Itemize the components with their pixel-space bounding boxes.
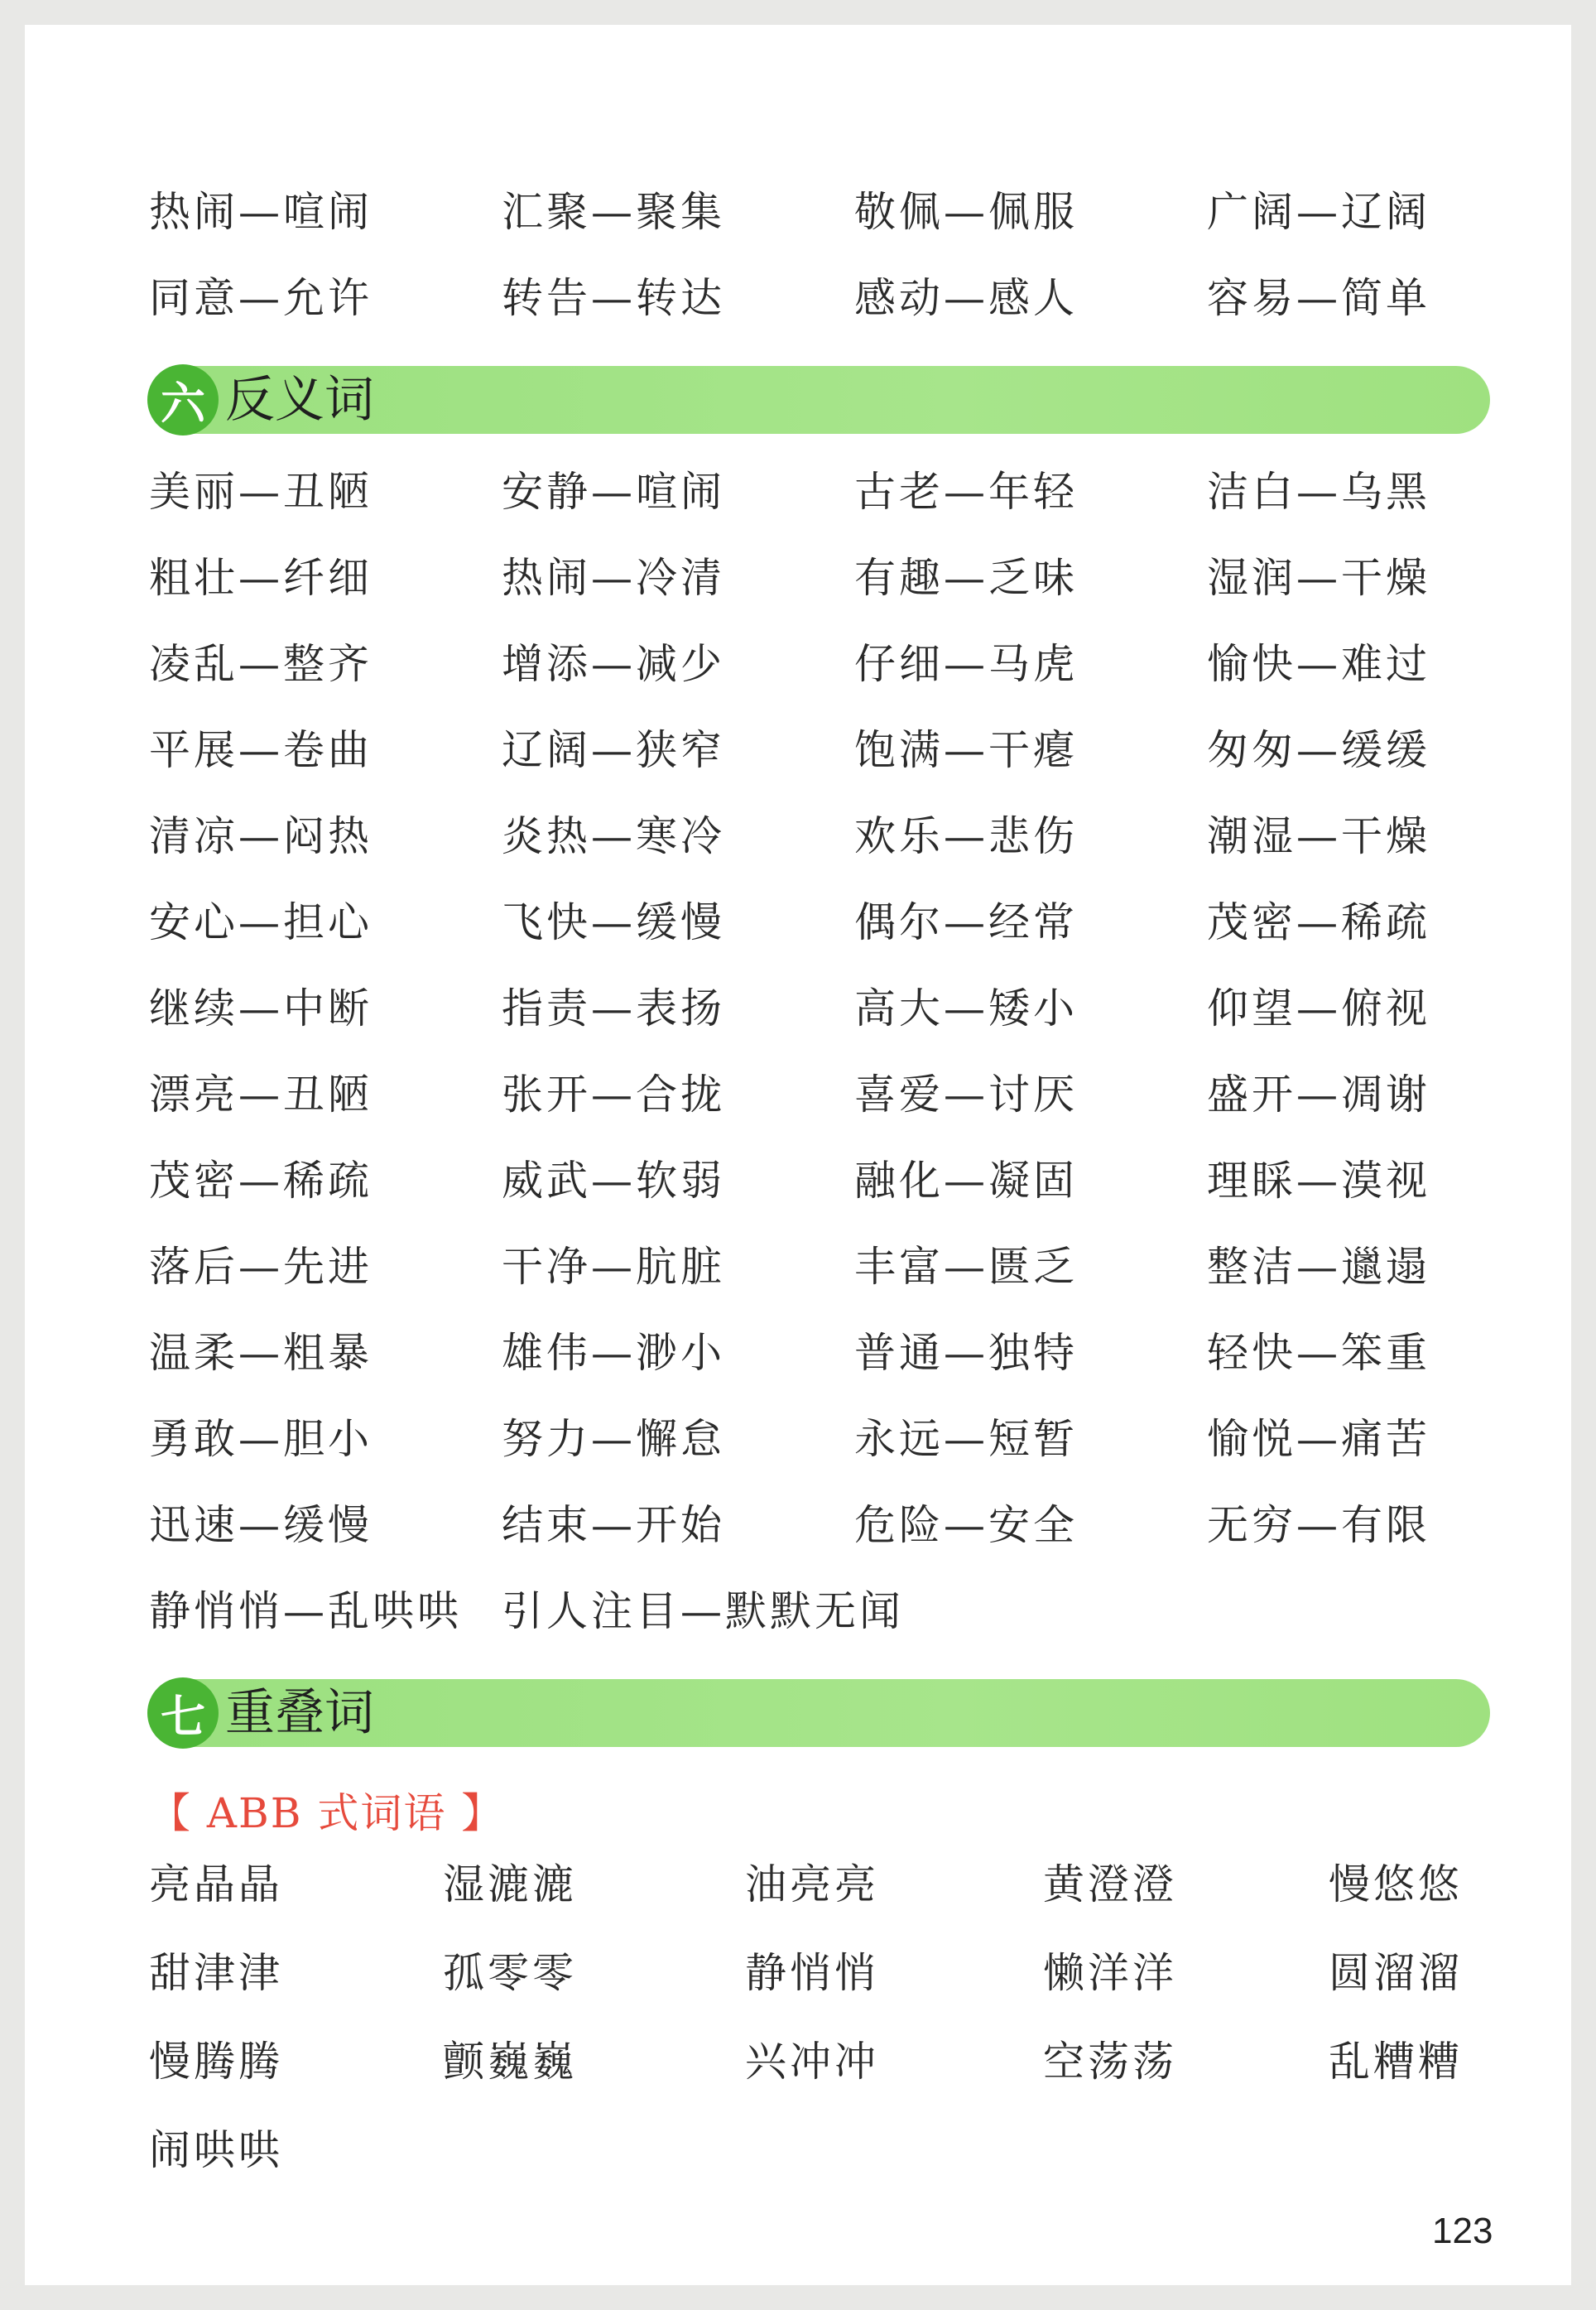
word-pair: 愉悦—痛苦 [1207,1415,1430,1463]
abb-word: 慢悠悠 [1329,1860,1463,1908]
word-pair: 理睬—漠视 [1207,1157,1430,1205]
word-row [149,1220,1556,1307]
word-pair: 高大—矮小 [854,984,1078,1032]
abb-word: 空荡荡 [1043,2037,1177,2086]
word-pair: 增添—减少 [502,640,725,688]
abb-word: 乱糟糟 [1329,2037,1463,2086]
word-pair: 盛开—凋谢 [1207,1071,1430,1119]
word-pair: 勇敢—胆小 [149,1415,373,1463]
word-row [149,1134,1556,1220]
word-pair: 丰富—匮乏 [854,1243,1078,1291]
word-pair: 平展—卷曲 [149,726,373,774]
word-pair: 热闹—喧闹 [149,188,373,236]
word-pair: 指责—表扬 [502,984,725,1032]
word-pair: 迅速—缓慢 [149,1501,373,1549]
word-pair: 汇聚—聚集 [502,188,725,236]
word-pair: 安心—担心 [149,898,373,946]
word-pair: 清凉—闷热 [149,812,373,860]
word-pair: 古老—年轻 [854,468,1078,516]
word-pair: 雄伟—渺小 [502,1329,725,1377]
word-pair: 漂亮—丑陋 [149,1071,373,1119]
word-pair: 无穷—有限 [1207,1501,1430,1549]
word-row [149,1925,1515,2014]
section-title: 重叠词 [225,1684,374,1742]
antonym-word-grid [149,445,1556,1651]
word-pair: 干净—肮脏 [502,1243,725,1291]
word-pair: 广阔—辽阔 [1207,188,1430,236]
abb-word: 闹哄哄 [149,2125,283,2174]
word-pair: 洁白—乌黑 [1207,468,1430,516]
word-pair: 张开—合拢 [502,1071,725,1119]
section-banner-antonyms [149,366,1490,434]
word-pair: 危险—安全 [854,1501,1078,1549]
word-row [149,790,1556,876]
abb-word: 甜津津 [149,1948,283,1997]
textbook-page [25,25,1571,2285]
word-row [149,166,1556,252]
word-pair: 仰望—俯视 [1207,984,1430,1032]
word-pair: 引人注目—默默无闻 [502,1587,904,1635]
abb-word: 静悄悄 [745,1948,879,1997]
synonym-word-grid [149,166,1556,338]
abb-word-grid [149,1836,1515,2191]
abb-word: 亮晶晶 [149,1860,283,1908]
word-pair: 容易—简单 [1207,274,1430,322]
word-pair: 仔细—马虎 [854,640,1078,688]
word-pair: 辽阔—狭窄 [502,726,725,774]
word-pair: 茂密—稀疏 [149,1157,373,1205]
abb-word: 湿漉漉 [443,1860,577,1908]
word-row [149,532,1556,618]
word-pair: 飞快—缓慢 [502,898,725,946]
abb-word: 圆溜溜 [1329,1948,1463,1997]
word-row [149,2102,1515,2191]
word-pair: 落后—先进 [149,1243,373,1291]
word-pair: 永远—短暂 [854,1415,1078,1463]
word-row [149,2014,1515,2102]
section-number-badge: 六 [147,364,219,436]
word-pair: 整洁—邋遢 [1207,1243,1430,1291]
word-pair: 喜爱—讨厌 [854,1071,1078,1119]
word-pair: 威武—软弱 [502,1157,725,1205]
word-pair: 轻快—笨重 [1207,1329,1430,1377]
word-row [149,252,1556,338]
word-pair: 粗壮—纤细 [149,554,373,602]
word-pair: 静悄悄—乱哄哄 [149,1587,462,1635]
word-pair: 匆匆—缓缓 [1207,726,1430,774]
abb-word: 慢腾腾 [149,2037,283,2086]
word-pair: 结束—开始 [502,1501,725,1549]
word-row [149,1479,1556,1565]
word-pair: 热闹—冷清 [502,554,725,602]
word-row [149,1565,1556,1651]
abb-word: 颤巍巍 [443,2037,577,2086]
word-pair: 敬佩—佩服 [854,188,1078,236]
abb-word: 懒洋洋 [1043,1948,1177,1997]
word-pair: 普通—独特 [854,1329,1078,1377]
word-pair: 炎热—寒冷 [502,812,725,860]
word-pair: 茂密—稀疏 [1207,898,1430,946]
word-pair: 美丽—丑陋 [149,468,373,516]
abb-word: 孤零零 [443,1948,577,1997]
abb-word: 油亮亮 [745,1860,879,1908]
section-number-badge: 七 [147,1677,219,1749]
word-pair: 有趣—乏味 [854,554,1078,602]
word-row [149,962,1556,1048]
word-row [149,1836,1515,1925]
word-pair: 融化—凝固 [854,1157,1078,1205]
word-pair: 继续—中断 [149,984,373,1032]
section-title: 反义词 [225,371,374,429]
word-pair: 感动—感人 [854,274,1078,322]
page-number: 123 [1432,2211,1493,2251]
word-pair: 愉快—难过 [1207,640,1430,688]
abb-word: 兴冲冲 [745,2037,879,2086]
word-pair: 饱满—干瘪 [854,726,1078,774]
word-pair: 偶尔—经常 [854,898,1078,946]
word-row [149,618,1556,704]
word-pair: 努力—懈怠 [502,1415,725,1463]
section-banner-reduplicated-words [149,1679,1490,1747]
word-pair: 转告—转达 [502,274,725,322]
word-row [149,1393,1556,1479]
subheading-abb-words: 【 ABB 式词语 】 [149,1789,505,1837]
word-pair: 湿润—干燥 [1207,554,1430,602]
word-pair: 潮湿—干燥 [1207,812,1430,860]
word-row [149,876,1556,962]
word-row [149,445,1556,532]
abb-word: 黄澄澄 [1043,1860,1177,1908]
word-pair: 温柔—粗暴 [149,1329,373,1377]
word-pair: 欢乐—悲伤 [854,812,1078,860]
word-row [149,704,1556,790]
word-row [149,1048,1556,1134]
word-pair: 安静—喧闹 [502,468,725,516]
word-row [149,1307,1556,1393]
word-pair: 凌乱—整齐 [149,640,373,688]
word-pair: 同意—允许 [149,274,373,322]
